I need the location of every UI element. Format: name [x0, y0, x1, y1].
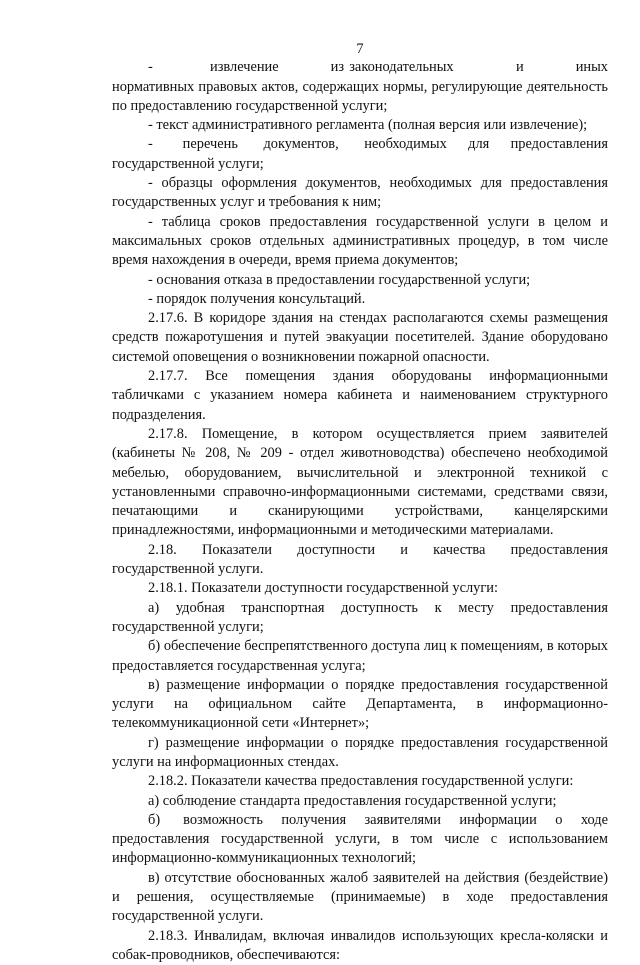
paragraph-documents-list: - перечень документов, необходимых для предоставления государственной услуги; — [112, 136, 608, 172]
paragraph-2-18-2: 2.18.2. Показатели качества предоставления государственной услуги: — [148, 773, 574, 790]
paragraph-regulation-text: - текст административного регламента (полная версия или извлечение); — [148, 117, 588, 134]
paragraph-2-18: 2.18. Показатели доступности и качества предоставления государственной услуги. — [112, 541, 608, 578]
page-number: 7 — [356, 41, 364, 57]
paragraph-2-17-7: 2.17.7. Все помещения здания оборудованы информационными табличками с указанием номера кабинета и наименованием структурного подразделения. — [112, 368, 608, 423]
paragraph-2-17-8: 2.17.8. Помещение, в котором осуществляется прием заявителей (кабинеты № 208, № 209 - отдел животноводства) обеспечено необходимой мебелью, оборудованием, вычислительной и электронной техникой с установленными справочно-информационными системами, средствами связи, печатающими и сканирующими устройствами, канцелярскими принадлежностями, информационными и методическими материалами. — [112, 425, 608, 539]
paragraph-extract-laws: - извлечение из законодательных и иных нормативных правовых актов, содержащих нормы, регулирующие деятельность по предоставлению государственной услуги; — [112, 59, 608, 114]
paragraph-2-18-1-v: в) размещение информации о порядке предоставления государственной услуги на официальном сайте Департамента, в информационно-телекоммуникационной сети «Интернет»; — [112, 676, 608, 732]
paragraph-2-18-3: 2.18.3. Инвалидам, включая инвалидов использующих кресла-коляски и собак-проводников, обеспечиваются: — [112, 927, 608, 963]
paragraph-2-18-1-g: г) размещение информации о порядке предоставления государственной услуги на информационных стендах. — [112, 734, 608, 770]
paragraph-consultation-order: - порядок получения консультаций. — [148, 290, 366, 307]
paragraph-document-samples: - образцы оформления документов, необходимых для предоставления государственных услуг и требования к ним; — [112, 175, 608, 211]
paragraph-2-18-2-v: в) отсутствие обоснованных жалоб заявителей на действия (бездействие) и решения, осуществляемые (принимаемые) в ходе предоставления государственной услуги. — [112, 869, 608, 925]
paragraph-2-18-1-a: а) удобная транспортная доступность к месту предоставления государственной услуги; — [112, 599, 608, 635]
paragraph-refusal-grounds: - основания отказа в предоставлении государственной услуги; — [148, 271, 531, 288]
paragraph-2-18-2-a: а) соблюдение стандарта предоставления государственной услуги; — [148, 792, 557, 809]
document-page — [112, 40, 608, 965]
paragraph-2-18-1: 2.18.1. Показатели доступности государственной услуги: — [148, 580, 498, 597]
paragraph-2-18-1-b: б) обеспечение беспрепятственного доступа лиц к помещениям, в которых предоставляется государственная услуга; — [112, 638, 608, 674]
paragraph-terms-table: - таблица сроков предоставления государственной услуги в целом и максимальных сроков отдельных административных процедур, в том числе время нахождения в очереди, время приема документов; — [112, 213, 608, 269]
paragraph-2-18-2-b: б) возможность получения заявителями информации о ходе предоставления государственной услуги, в том числе с использованием информационно-коммуникационных технологий; — [112, 811, 608, 867]
paragraph-2-17-6: 2.17.6. В коридоре здания на стендах располагаются схемы размещения средств пожаротушения и путей эвакуации посетителей. Здание оборудовано системой оповещения о возникновении пожарной опасности. — [112, 310, 608, 365]
